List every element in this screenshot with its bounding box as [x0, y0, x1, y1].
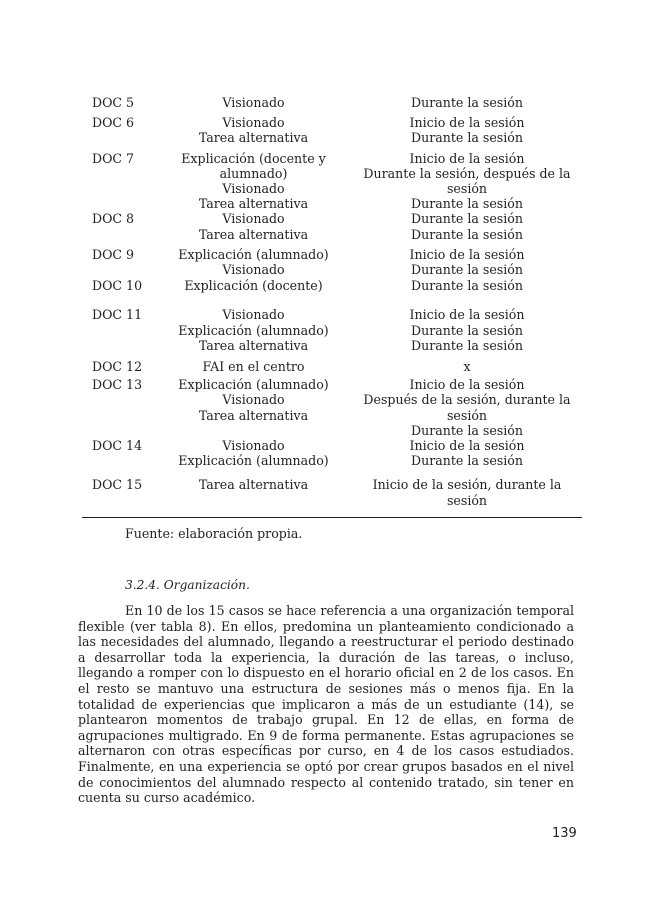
activity-cell	[155, 307, 352, 353]
timing-cell	[352, 151, 582, 212]
doc-id: DOC 12	[92, 359, 143, 375]
table-row	[82, 278, 582, 293]
timing-cell	[352, 211, 582, 241]
timing-line: Durante la sesión	[410, 322, 523, 338]
activity-cell	[155, 211, 352, 241]
timing-cell	[352, 95, 582, 110]
table-bottom-rule	[82, 517, 582, 518]
timing-line: Durante la sesión	[410, 262, 523, 278]
activity-line: Visionado	[222, 95, 285, 110]
activity-cell	[155, 151, 352, 212]
timing-cell	[352, 307, 582, 353]
activity-line: Visionado	[222, 262, 285, 278]
timing-line: Inicio de la sesión	[409, 438, 525, 454]
timing-line: Inicio de la sesión	[409, 115, 525, 131]
timing-line: Durante la sesión	[410, 422, 523, 438]
timing-line: sesión	[446, 181, 488, 197]
timing-line: Durante la sesión	[410, 226, 523, 242]
timing-line: Inicio de la sesión	[409, 377, 525, 393]
table-row	[82, 377, 582, 438]
activity-line: Tarea alternativa	[198, 196, 309, 212]
timing-cell	[352, 247, 582, 277]
section-heading: 3.2.4. Organización.	[125, 578, 250, 592]
doc-id: DOC 9	[92, 246, 135, 262]
activity-line: Explicación (alumnado)	[178, 322, 329, 338]
table-source-note: Fuente: elaboración propia.	[125, 526, 303, 541]
doc-id: DOC 10	[92, 278, 143, 294]
doc-id: DOC 8	[92, 211, 135, 227]
table-row	[82, 151, 582, 212]
page-number: 139	[552, 826, 577, 841]
table-row	[82, 115, 582, 145]
timing-line: Después de la sesión, durante la	[363, 392, 571, 408]
table-row	[82, 438, 582, 468]
timing-line: sesión	[446, 407, 488, 423]
activity-line: Tarea alternativa	[198, 130, 309, 146]
activity-cell	[155, 247, 352, 277]
activity-line: Visionado	[222, 307, 285, 323]
activity-line: Visionado	[222, 438, 285, 454]
activity-line: alumnado)	[219, 165, 288, 181]
timing-cell	[352, 278, 582, 293]
doc-id: DOC 15	[92, 477, 143, 493]
timing-line: Durante la sesión	[410, 453, 523, 469]
activity-cell	[155, 95, 352, 110]
doc-id: DOC 7	[92, 150, 135, 166]
timing-cell	[352, 438, 582, 468]
activity-line: Explicación (alumnado)	[178, 246, 329, 262]
timing-line: Inicio de la sesión	[409, 307, 525, 323]
timing-line: Durante la sesión	[410, 95, 523, 110]
timing-line: Inicio de la sesión, durante la	[372, 477, 562, 493]
activities-table	[82, 95, 582, 508]
doc-id: DOC 13	[92, 377, 143, 393]
activity-line: Explicación (alumnado)	[178, 453, 329, 469]
activity-cell	[155, 278, 352, 293]
timing-cell	[352, 477, 582, 507]
doc-id: DOC 6	[92, 115, 135, 131]
activity-line: Explicación (docente)	[184, 278, 323, 294]
activity-line: Tarea alternativa	[198, 226, 309, 242]
activity-cell	[155, 477, 352, 507]
activity-line: Explicación (alumnado)	[178, 377, 329, 393]
table-row	[82, 247, 582, 277]
body-paragraph: En 10 de los 15 casos se hace referencia a una organización temporal flexible (ver tabla 8). En ellos, predomina un planteamiento condicionado a las necesidades del alumnado, llegando a reestructurar el periodo destinado a desarrollar toda la experiencia, la duración de las tareas, o incluso, llegando a romper con lo dispuesto en el horario oficial en 2 de los casos. En el resto se mantuvo una estructura de sesiones más o menos fija. En la totalidad de experiencias que implicaron a más de un estudiante (14), se plantearon momentos de trabajo grupal. En 12 de ellas, en forma de agrupaciones multigrado. En 9 de forma permanente. Estas agrupaciones se alternaron con otras específicas por curso, en 4 de los casos estudiados. Finalmente, en una experiencia se optó por crear grupos basados en el nivel de conocimientos del alumnado respecto al contenido tratado, sin tener en cuenta su curso académico.	[78, 603, 574, 806]
doc-id: DOC 11	[92, 307, 143, 323]
activity-line: Tarea alternativa	[198, 337, 309, 353]
timing-line: Inicio de la sesión	[409, 150, 525, 166]
timing-line: Durante la sesión	[410, 278, 523, 294]
timing-line: Inicio de la sesión	[409, 246, 525, 262]
table-row	[82, 211, 582, 241]
doc-id: DOC 14	[92, 438, 143, 454]
timing-line: sesión	[446, 492, 488, 508]
timing-line: Durante la sesión	[410, 196, 523, 212]
timing-cell	[352, 377, 582, 438]
table-row	[82, 307, 582, 353]
activity-line: Explicación (docente y	[181, 150, 326, 166]
doc-id: DOC 5	[92, 95, 135, 110]
table-row	[82, 477, 582, 507]
activity-cell	[155, 359, 352, 374]
timing-line: Durante la sesión, después de la	[363, 165, 571, 181]
activity-line: Visionado	[222, 115, 285, 131]
activity-line: Visionado	[222, 211, 285, 227]
timing-line: Durante la sesión	[410, 211, 523, 227]
activity-line: Tarea alternativa	[198, 407, 309, 423]
timing-line: Durante la sesión	[410, 130, 523, 146]
timing-line: x	[463, 359, 471, 375]
timing-line: Durante la sesión	[410, 337, 523, 353]
table-row	[82, 95, 582, 110]
timing-cell	[352, 115, 582, 145]
activity-line: Visionado	[222, 181, 285, 197]
table-row	[82, 359, 582, 374]
activity-line: Tarea alternativa	[198, 477, 309, 493]
timing-cell	[352, 359, 582, 374]
activity-line: Visionado	[222, 392, 285, 408]
activity-line: FAI en el centro	[202, 359, 305, 375]
activity-cell	[155, 438, 352, 468]
activity-cell	[155, 115, 352, 145]
activity-cell	[155, 377, 352, 438]
